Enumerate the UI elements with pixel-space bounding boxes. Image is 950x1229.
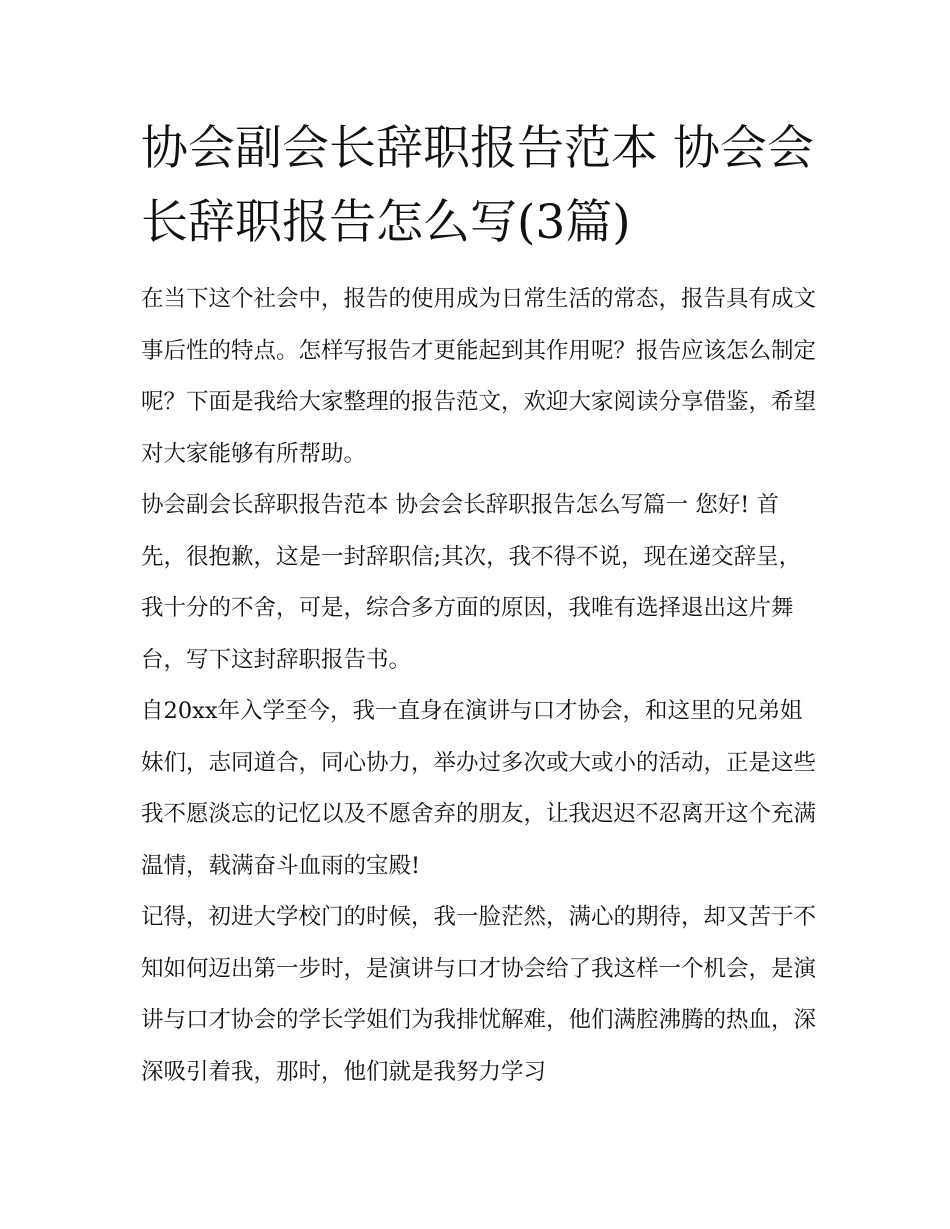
- paragraph-first-year: 记得，初进大学校门的时候，我一脸茫然，满心的期待，却又苦于不知如何迈出第一步时，是演讲与口才协会给了我这样一个机会，是演讲与口才协会的学长学姐们为我排忧解难，他们满腔沸腾的热血，深深吸引着我，那时，他们就是我努力学习: [141, 904, 817, 1085]
- document-body: [141, 274, 821, 1098]
- paragraph-intro: 在当下这个社会中，报告的使用成为日常生活的常态，报告具有成文事后性的特点。怎样写报告才更能起到其作用呢？报告应该怎么制定呢？下面是我给大家整理的报告范文，欢迎大家阅读分享借鉴，希望对大家能够有所帮助。: [141, 286, 817, 467]
- paragraph-memories: 自20xx年入学至今，我一直身在演讲与口才协会，和这里的兄弟姐妹们，志同道合，同心协力，举办过多次或大或小的活动，正是这些我不愿淡忘的记忆以及不愿舍弃的朋友，让我迟迟不忍离开这个充满温情，载满奋斗血雨的宝殿!: [141, 698, 817, 879]
- paragraph-letter-opening: 协会副会长辞职报告范本 协会会长辞职报告怎么写篇一 您好! 首先，很抱歉，这是一封辞职信;其次，我不得不说，现在递交辞呈，我十分的不舍，可是，综合多方面的原因，我唯有选择退出这片舞台，写下这封辞职报告书。: [141, 492, 802, 673]
- document-title: 协会副会长辞职报告范本 协会会长辞职报告怎么写(3篇): [141, 121, 814, 250]
